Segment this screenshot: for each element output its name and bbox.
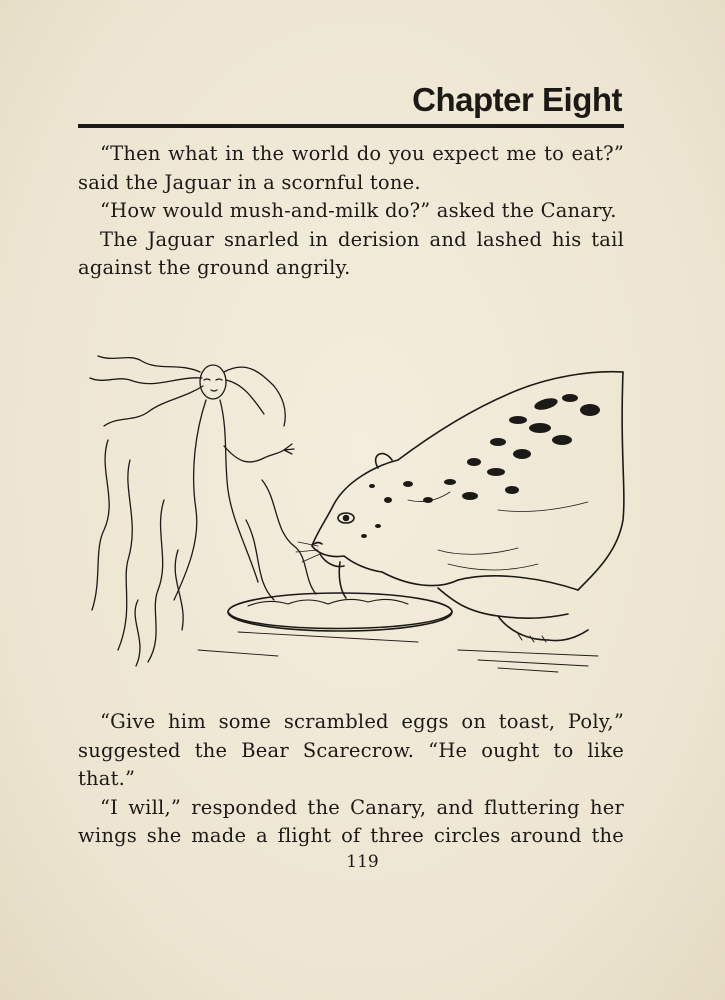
bottom-text-block bbox=[78, 708, 624, 851]
page-number: 119 bbox=[346, 852, 379, 872]
paragraph: “I will,” responded the Canary, and fluttering her wings she made a flight of three circles around the bbox=[78, 795, 624, 847]
paragraph: “How would mush-and-milk do?” asked the Canary. bbox=[100, 199, 617, 222]
jaguar-spots bbox=[361, 394, 600, 538]
header-rule bbox=[78, 124, 624, 128]
paragraph: “Then what in the world do you expect me to eat?” said the Jaguar in a scornful tone. bbox=[78, 142, 624, 194]
top-text-block bbox=[78, 140, 624, 283]
fairy-figure bbox=[90, 356, 316, 666]
chapter-title: Chapter Eight bbox=[412, 81, 622, 118]
ground-shading bbox=[198, 650, 598, 672]
bowl bbox=[228, 593, 452, 642]
jaguar-illustration bbox=[78, 350, 638, 680]
paragraph: The Jaguar snarled in derision and lashed his tail against the ground angrily. bbox=[78, 227, 624, 279]
chapter-header bbox=[78, 78, 624, 128]
jaguar bbox=[296, 372, 624, 642]
paragraph: “Give him some scrambled eggs on toast, Poly,” suggested the Bear Scarecrow. “He ought to like that.” bbox=[78, 710, 624, 790]
